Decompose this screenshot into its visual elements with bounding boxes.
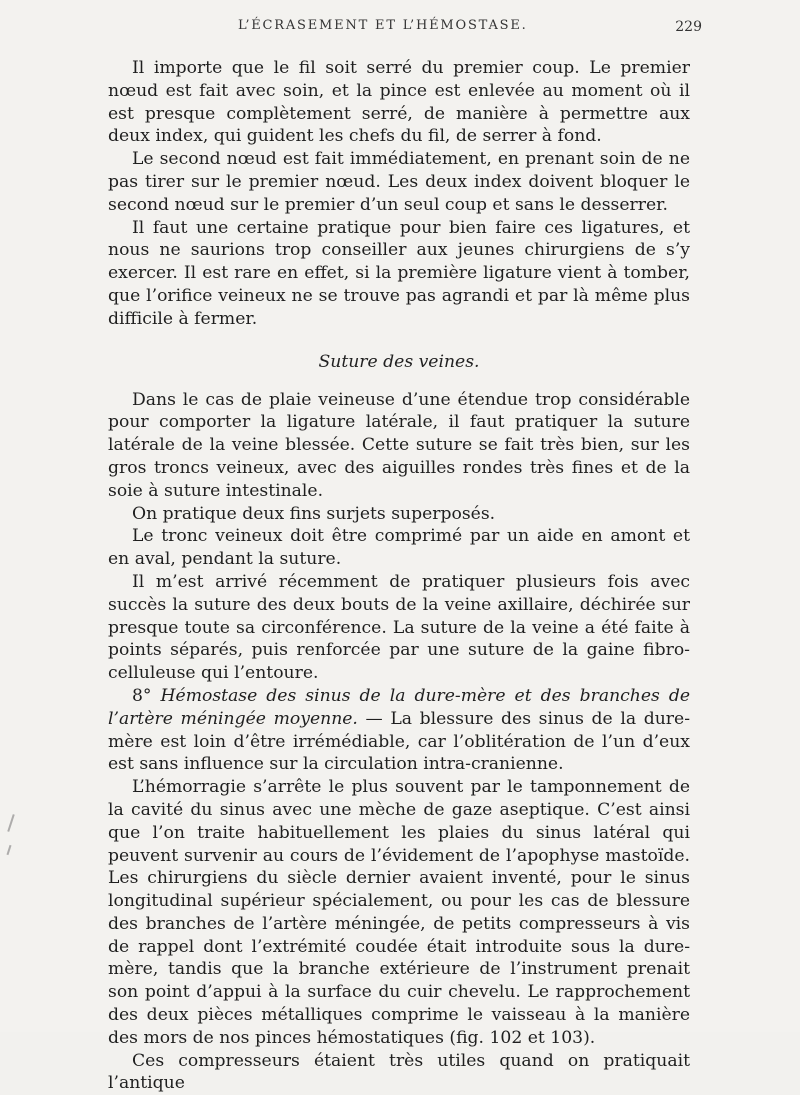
paragraph-5: On pratique deux fins surjets superposés. [132,503,496,524]
paragraph-7: Il m’est arrivé récemment de pratiquer plusieurs fois avec succès la suture des deux bouts de la veine axillaire, déchirée sur presque toute sa circonférence. La suture de la veine a été faite à points séparés, puis renforcée par une suture de la gaine fibro-celluleuse qui l’entoure. [108,571,690,684]
page-content [108,57,690,1094]
paragraph-8-italic-title: Hémostase des sinus de la dure-mère et des branches de l’artère méningée moyenne. [108,685,690,729]
paragraph-8 [108,685,690,776]
margin-mark-bottom [7,845,12,855]
paragraph-1: Il importe que le fil soit serré du premier coup. Le premier nœud est fait avec soin, et la pince est enlevée au moment où il est presque complètement serré, de manière à permettre aux deux index, qui guident les chefs du fil, de serrer à fond. [108,58,690,147]
margin-mark-top [7,814,14,832]
paragraph-9: L’hémorragie s’arrête le plus souvent par le tamponnement de la cavité du sinus avec une mèche de gaze aseptique. C’est ainsi que l’on traite habituellement les plaies du sinus latéral qui peuvent survenir au cours de l’évidement de l’apophyse mastoïde. Les chirurgiens du siècle dernier avaient inventé, pour le sinus longitudinal supérieur spécialement, ou pour les cas de blessure des branches de l’artère méningée, de petits compresseurs à vis de rappel dont l’extrémité coudée était introduite sous la dure-mère, tandis que la branche extérieure de l’instrument prenait son point d’appui à la surface du cuir chevelu. Le rapprochement des deux pièces métalliques comprime le vaisseau à la manière des mors de nos pinces hémostatiques (fig. 102 et 103). [108,777,690,1048]
page-number: 229 [675,19,702,35]
section-heading: Suture des veines. [318,351,480,372]
paragraph-3: Il faut une certaine pratique pour bien faire ces ligatures, et nous ne saurions trop conseiller aux jeunes chirurgiens de s’y exercer. Il est rare en effet, si la première ligature vient à tomber, que l’orifice veineux ne se trouve pas agrandi et par là même plus difficile à fermer. [108,217,690,329]
paragraph-2: Le second nœud est fait immédiatement, en prenant soin de ne pas tirer sur le premier nœud. Les deux index doivent bloquer le second nœud sur le premier d’un seul coup et sans le desserrer. [108,149,690,215]
paragraph-10: Ces compresseurs étaient très utiles quand on pratiquait l’antique [108,1050,690,1094]
page-header [108,18,702,42]
paragraph-6: Le tronc veineux doit être comprimé par un aide en amont et en aval, pendant la suture. [108,526,690,570]
paragraph-8-rest: — La blessure des sinus de la dure-mère est loin d’être irrémédiable, car l’oblitération de l’un d’eux est sans influence sur la circulation intra-cranienne. [108,708,690,775]
paragraph-4: Dans le cas de plaie veineuse d’une étendue trop considérable pour comporter la ligature latérale, il faut pratiquer la suture latérale de la veine blessée. Cette suture se fait très bien, sur les gros troncs veineux, avec des aiguilles rondes très fines et de la soie à suture intestinale. [108,389,690,501]
running-title: L’ÉCRASEMENT ET L’HÉMOSTASE. [238,18,528,33]
paragraph-8-number: 8° [132,685,152,706]
